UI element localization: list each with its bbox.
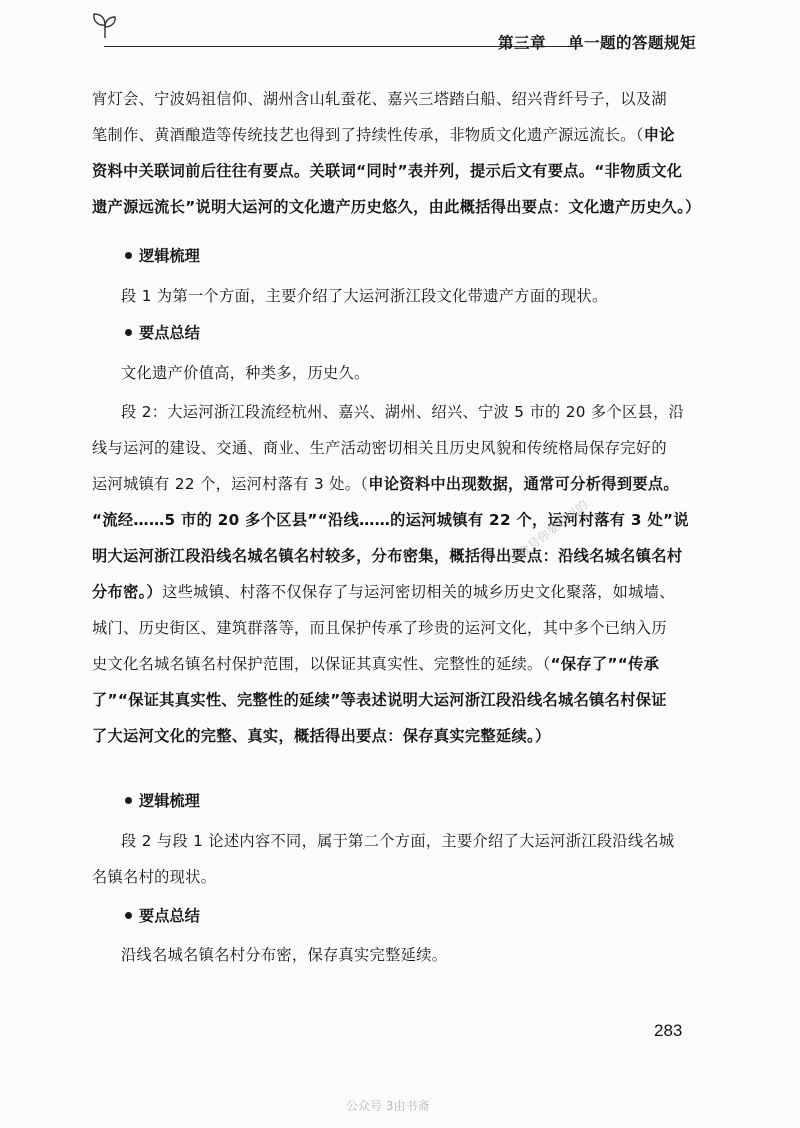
footer-note: 公众号 3由书斋 (346, 1099, 430, 1113)
annotation-line: 明大运河浙江段沿线名城名镇名村较多，分布密集，概括得出要点：沿线名城名镇名村 (92, 547, 683, 565)
bullet-icon (125, 252, 132, 259)
text-line: 城门、历史街区、建筑群落等，而且保护传承了珍贵的运河文化，其中多个已纳入历 (92, 619, 667, 637)
annotation-line: 了大运河文化的完整、真实，概括得出要点：保存真实完整延续。） (92, 727, 551, 745)
section-heading (125, 790, 200, 812)
text-run: 这些城镇、村落不仅保存了与运河密切相关的城乡历史文化聚落，如城墙、 (162, 583, 675, 601)
section-heading (125, 322, 200, 344)
logic-text: 段 1 为第一个方面，主要介绍了大运河浙江段文化带遗产方面的现状。 (121, 287, 608, 305)
running-header (90, 10, 730, 50)
summary-text: 文化遗产价值高，种类多，历史久。 (121, 364, 370, 382)
bullet-icon (125, 797, 132, 804)
logic-text: 段 2 与段 1 论述内容不同，属于第二个方面，主要介绍了大运河浙江段沿线名城 (121, 832, 675, 850)
annotation-line: 遗产源远流长”说明大运河的文化遗产历史悠久，由此概括得出要点：文化遗产历史久。） (92, 198, 701, 216)
annotation-run: “保存了”“传承 (550, 655, 660, 673)
summary-text: 沿线名城名镇名村分布密，保存真实完整延续。 (121, 946, 448, 964)
bullet-icon (125, 329, 132, 336)
text-line (92, 124, 675, 146)
text-line (92, 653, 659, 675)
text-run: 史文化名城名镇名村保护范围，以保证其真实性、完整性的延续。（ (92, 655, 551, 673)
text-line (92, 581, 675, 603)
text-line (92, 473, 679, 495)
chapter-name: 单一题的答题规矩 (568, 34, 697, 52)
heading-text: 要点总结 (139, 907, 200, 925)
text-line: 段 2：大运河浙江段流经杭州、嘉兴、湖州、绍兴、宁波 5 市的 20 多个区县，沿 (121, 403, 685, 421)
annotation-line: “流经……5 市的 20 多个区县”“沿线……的运河城镇有 22 个，运河村落有 3 处”说 (92, 511, 689, 529)
section-heading (125, 245, 200, 267)
chapter-title (498, 31, 730, 53)
heading-text: 逻辑梳理 (139, 247, 200, 265)
text-run: 运河城镇有 22 个，运河村落有 3 处。（ (92, 475, 369, 493)
logic-text: 名镇名村的现状。 (92, 868, 217, 886)
annotation-line: 资料中关联词前后往往有要点。关联词“同时”表并列，提示后文有要点。“非物质文化 (92, 162, 683, 180)
annotation-run: 申论资料中出现数据，通常可分析得到要点。 (368, 475, 679, 493)
annotation-run: 申论 (643, 126, 675, 144)
section-heading (125, 905, 200, 927)
text-run: 笔制作、黄酒酿造等传统技艺也得到了持续性传承，非物质文化遗产源远流长。（ (92, 126, 644, 144)
annotation-line: 了”“保证其真实性、完整性的延续”等表述说明大运河浙江段沿线名城名镇名村保证 (92, 691, 667, 709)
text-line: 线与运河的建设、交通、商业、生产活动密切相关且历史风貌和传统格局保存完好的 (92, 439, 667, 457)
heading-text: 要点总结 (139, 324, 200, 342)
page-number: 283 (654, 1021, 683, 1040)
annotation-run: 分布密。） (92, 583, 163, 601)
watermark: 公众号你要可以的 (506, 497, 591, 568)
text-line: 宵灯会、宁波妈祖信仰、湖州含山轧蚕花、嘉兴三塔踏白船、绍兴背纤号子，以及湖 (92, 90, 667, 108)
chapter-number: 第三章 (498, 34, 547, 52)
heading-text: 逻辑梳理 (139, 792, 200, 810)
sprout-icon (90, 10, 120, 40)
bullet-icon (125, 912, 132, 919)
